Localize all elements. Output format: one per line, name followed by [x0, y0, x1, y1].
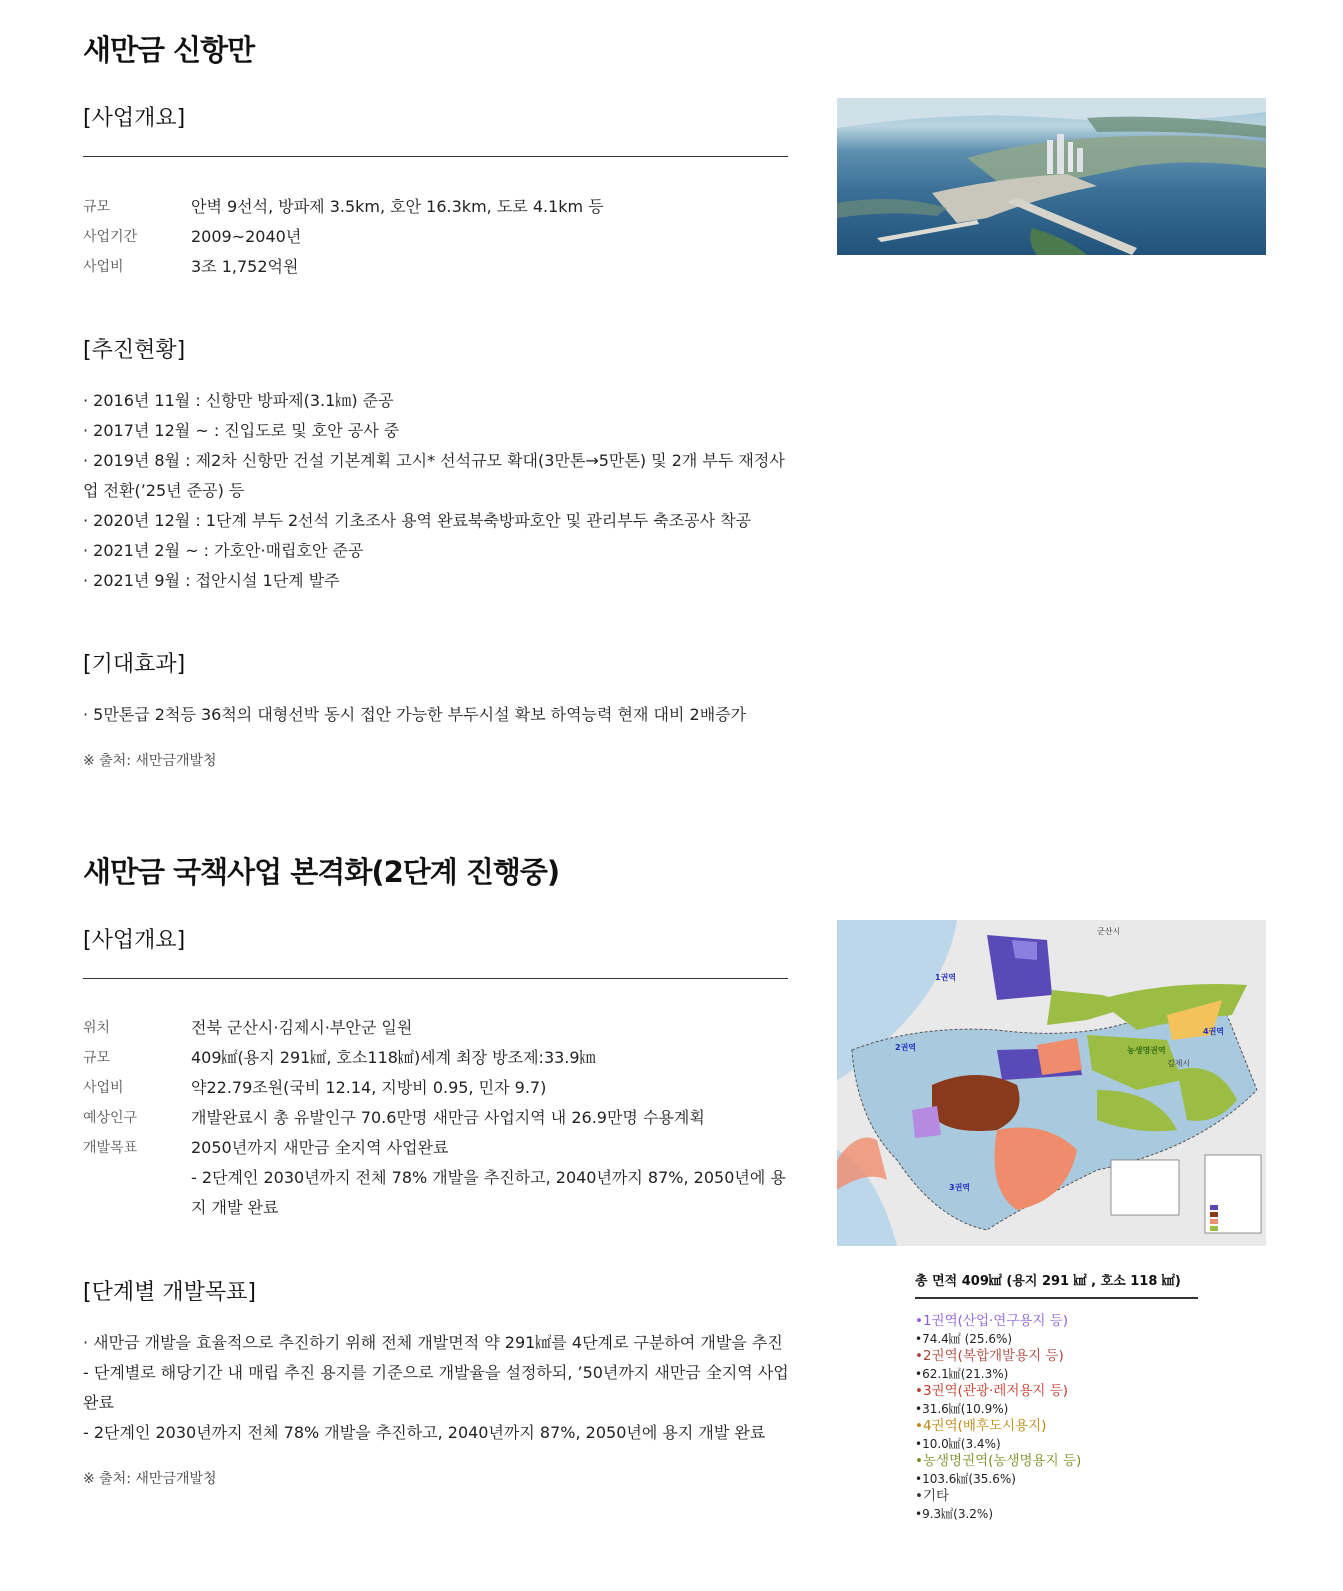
section2-overview-heading: [사업개요] — [83, 928, 186, 953]
info-label: 규모 — [83, 199, 111, 215]
info-value-group — [191, 1133, 793, 1223]
section2-stage-heading: [단계별 개발목표] — [83, 1280, 256, 1305]
list-item: · 새만금 개발을 효율적으로 추진하기 위해 전체 개발면적 약 291㎢를 4단계로 구분하여 개발을 추진 — [83, 1333, 783, 1352]
info-label: 개발목표 — [83, 1140, 138, 1156]
legend-zone-name: •기타 — [915, 1488, 950, 1504]
info-value: 약22.79조원(국비 12.14, 지방비 0.95, 민자 9.7) — [191, 1078, 547, 1097]
info-value: 전북 군산시·김제시·부안군 일원 — [191, 1018, 413, 1037]
legend-total: 총 면적 409㎢ (용지 291 ㎢ , 호소 118 ㎢) — [915, 1274, 1181, 1289]
section1-progress-heading: [추진현황] — [83, 338, 186, 363]
info-label: 사업비 — [83, 259, 124, 275]
info-row — [83, 192, 793, 222]
legend-zone-name: •3권역(관광·레저용지 등) — [915, 1383, 1069, 1399]
info-label: 규모 — [83, 1050, 111, 1066]
legend-zone-value: •62.1㎢(21.3%) — [915, 1367, 1009, 1381]
port-aerial-photo — [837, 98, 1266, 255]
map-label-zone4: 4권역 — [1203, 1027, 1225, 1036]
map-label-zone3: 3권역 — [949, 1183, 971, 1192]
list-item: - 2단계인 2030년까지 전체 78% 개발을 추진하고, 2040년까지 87%, 2050년에 용지 개발 완료 — [83, 1423, 766, 1442]
info-label: 사업기간 — [83, 229, 138, 245]
info-value: 2050년까지 새만금 全지역 사업완료 — [191, 1138, 449, 1157]
list-item: · 2021년 9월 : 접안시설 1단계 발주 — [83, 571, 340, 590]
info-row — [83, 252, 793, 282]
info-value: 개발완료시 총 유발인구 70.6만명 새만금 사업지역 내 26.9만명 수용계획 — [191, 1108, 705, 1127]
legend-zone-value: •9.3㎢(3.2%) — [915, 1507, 994, 1521]
section1-overview-heading: [사업개요] — [83, 106, 186, 131]
map-legend — [915, 1270, 1215, 1523]
legend-zone-value: •74.4㎢ (25.6%) — [915, 1332, 1013, 1346]
legend-zone-name: •1권역(산업·연구용지 등) — [915, 1313, 1069, 1329]
map-label-zone1: 1권역 — [935, 973, 957, 982]
info-row — [83, 1103, 793, 1133]
list-item: · 2016년 11월 : 신항만 방파제(3.1㎞) 준공 — [83, 391, 394, 410]
info-label: 사업비 — [83, 1080, 124, 1096]
legend-zone-value: •31.6㎢(10.9%) — [915, 1402, 1009, 1416]
section1-overview — [83, 192, 793, 282]
info-row — [83, 1043, 793, 1073]
list-item: · 2017년 12월 ~ : 진입도로 및 호안 공사 중 — [83, 421, 400, 440]
info-label: 위치 — [83, 1020, 111, 1036]
info-value: 3조 1,752억원 — [191, 257, 299, 276]
map-label-agri: 농생명권역 — [1127, 1046, 1166, 1055]
section2-overview — [83, 1013, 793, 1223]
list-item: · 2019년 8월 : 제2차 신항만 건설 기본계획 고시* 선석규모 확대(3만톤→5만톤) 및 2개 부두 재정사업 전환(’25년 준공) 등 — [83, 451, 785, 500]
info-row — [83, 1133, 793, 1223]
section1-source: ※ 출처: 새만금개발청 — [83, 753, 217, 769]
section1-effect-list — [83, 700, 793, 730]
section2-source: ※ 출처: 새만금개발청 — [83, 1471, 217, 1487]
legend-zone-name: •2권역(복합개발용지 등) — [915, 1348, 1064, 1364]
info-label: 예상인구 — [83, 1110, 138, 1126]
section2-stage-list — [83, 1328, 793, 1448]
info-row — [83, 222, 793, 252]
map-label-zone2: 2권역 — [895, 1043, 917, 1052]
map-label-gunsan: 군산시 — [1097, 927, 1121, 936]
list-item: · 2021년 2월 ~ : 가호안·매립호안 준공 — [83, 541, 364, 560]
list-item: · 5만톤급 2척등 36척의 대형선박 동시 접안 가능한 부두시설 확보 하역능력 현재 대비 2배증가 — [83, 705, 747, 724]
info-value: 2009~2040년 — [191, 227, 302, 246]
map-label-gimje: 김제시 — [1167, 1059, 1191, 1068]
info-row — [83, 1073, 793, 1103]
saemangeum-zone-map — [837, 920, 1266, 1246]
info-value: 안벽 9선석, 방파제 3.5km, 호안 16.3km, 도로 4.1km 등 — [191, 197, 604, 216]
info-value: 409㎢(용지 291㎢, 호소118㎢)세계 최장 방조제:33.9㎞ — [191, 1048, 596, 1067]
info-row — [83, 1013, 793, 1043]
section2-title: 새만금 국책사업 본격화(2단계 진행중) — [83, 855, 560, 889]
legend-zone-value: •10.0㎢(3.4%) — [915, 1437, 1001, 1451]
section1-divider — [83, 156, 788, 157]
legend-zone-name: •4권역(배후도시용지) — [915, 1418, 1047, 1434]
legend-zone-name: •농생명권역(농생명용지 등) — [915, 1453, 1082, 1469]
list-item: - 단계별로 해당기간 내 매립 추진 용지를 기준으로 개발율을 설정하되, ’50년까지 새만금 全지역 사업완료 — [83, 1363, 789, 1412]
section1-effect-heading: [기대효과] — [83, 652, 186, 677]
legend-zone-value: •103.6㎢(35.6%) — [915, 1472, 1016, 1486]
section1-progress-list — [83, 386, 793, 596]
section1-title: 새만금 신항만 — [83, 33, 255, 67]
list-item: · 2020년 12월 : 1단계 부두 2선석 기초조사 용역 완료북축방파호안 및 관리부두 축조공사 착공 — [83, 511, 752, 530]
section2-divider — [83, 978, 788, 979]
info-value-continuation: - 2단계인 2030년까지 전체 78% 개발을 추진하고, 2040년까지 87%, 2050년에 용지 개발 완료 — [191, 1168, 786, 1217]
legend-divider — [915, 1297, 1198, 1299]
